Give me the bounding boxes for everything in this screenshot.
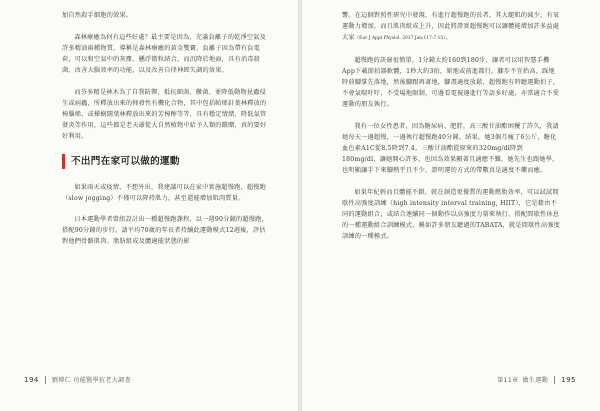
- right-page: [302, 0, 600, 411]
- page-number: 195: [561, 375, 576, 384]
- left-page: [0, 0, 298, 411]
- chapter-number: 第11章: [497, 377, 519, 384]
- footer-divider: [554, 376, 555, 384]
- section-heading: [62, 152, 268, 170]
- left-text-column: [62, 10, 268, 247]
- paragraph: 日本運動學者曾組設計出一種超慢跑課程，以一週90分鐘的超慢跑，搭配90分鐘的步行，請平均70歲的年長者持續此運動模式12週後，評估對他們骨骼肌肉、脂肪組成及體適能狀態的影: [62, 216, 268, 245]
- paragraph: 我有一位女性患者，因為糖尿病、肥胖，高三酸甘油酯困擾了許久，我請她每天一邊超慢，一邊執行超慢跑40分鐘，結果，她3個月瘦了6公斤，糖化血色素A1C從8.5降到7.4，三酸甘油酯從原來的320mg/dl降到180mg/dl，讓她開心許多，也因為效果顯著且適應不難，她先生也跟她學，也明顯讓手下來腳熱乎且不少，證明運的方式的帶數真是適度不藥而癒。: [342, 123, 559, 174]
- paragraph: 超慢跑的訣竅很簡單，1分鐘大約160到180步，讓者可以用智慧手機App下載節拍器軟體，1秒大約3拍，原地或前進都行，腳步不宜抬高，踩地時前腳掌先落地，然後腳跟再著地，腳盡適度放鬆，超慢跑有時聽運動拍子，不會氣喘吁吁，不受場地限制，可邊看電視邊進行等語多好處，亦常適合不愛運動的朋友執行。: [342, 57, 560, 108]
- paragraph: 而芬多精是林木為了自我防禦，抵抗細菌、黴菌、並降低動物昆蟲侵生或病蟲，所釋放出來的揮發性有機化合物，其中包括帕烯針葉林釋放的樟腦烯，或樺樹闊葉林釋放出來的芳樟醇等等，具有穩定情緒、降低氣管發炎等作用，這些都是老天爺從大自然植物中給予人類的饋贈，真的要好好利用。: [62, 89, 267, 140]
- paragraph: [342, 10, 560, 44]
- paragraph: 如果雨天或疫情，不想外出，我建議可以在家中實施超慢跑，超慢跑（slow jogging）不僅可以降持肌力，甚至還能增加肌肉質量。: [62, 184, 267, 202]
- paragraph: 加自然殺手細胞的效果。: [62, 12, 133, 19]
- paragraph-end: 。: [445, 34, 452, 41]
- citation: （Eur J Appl Physiol. 2017 Jan;117:7-15）: [354, 36, 446, 41]
- footer-divider: [45, 376, 46, 384]
- right-text-column: [342, 10, 560, 242]
- heading-accent-bar: [62, 154, 65, 169]
- paragraph-text: 響。在這個對照性研究中發現，有進行超慢跑的長者，其大腿肌的減少，有氧運動力增加，而且肌肉組成上升，因此將證實超慢跑可以讓體能增加許多益處大家: [342, 12, 560, 41]
- chapter-title: 做生運動: [522, 377, 549, 384]
- paragraph: 森林療癒為何有這些好處？最主要是因為，充滿負離子的乾淨空氣及許多精油兩種物質，導稱是森林療癒的黃金雙寶。負離子因為帶有負電荷，可以和空氣中的灰塵、懸浮微粒結合，而沉降於地面，具有消毒殺菌、改善大腦效率的功能，以及改善自律神經失調的效果。: [62, 34, 267, 74]
- paragraph: 如果年紀輕而且體能不錯，就在創造更優質的運動燃脂效率，可以試試間歇性高強度訓練（high intensity interval training, HIIT），它是藉由不同的運動組合，或結合連續同一個動作以高強度力量來執行，搭配間歇性休息的一種運動組合訓練模式，稱如許多朋友聽過的TABATA，就是間歇性高強度訓練的一種模式。: [342, 189, 561, 240]
- page-number: 194: [24, 375, 39, 384]
- left-page-footer: [24, 375, 131, 384]
- section-heading-text: 不出門在家可以做的運動: [71, 155, 180, 167]
- book-title: 劉博仁 功能醫學抗老大調查: [51, 377, 131, 384]
- right-page-footer: [497, 375, 576, 384]
